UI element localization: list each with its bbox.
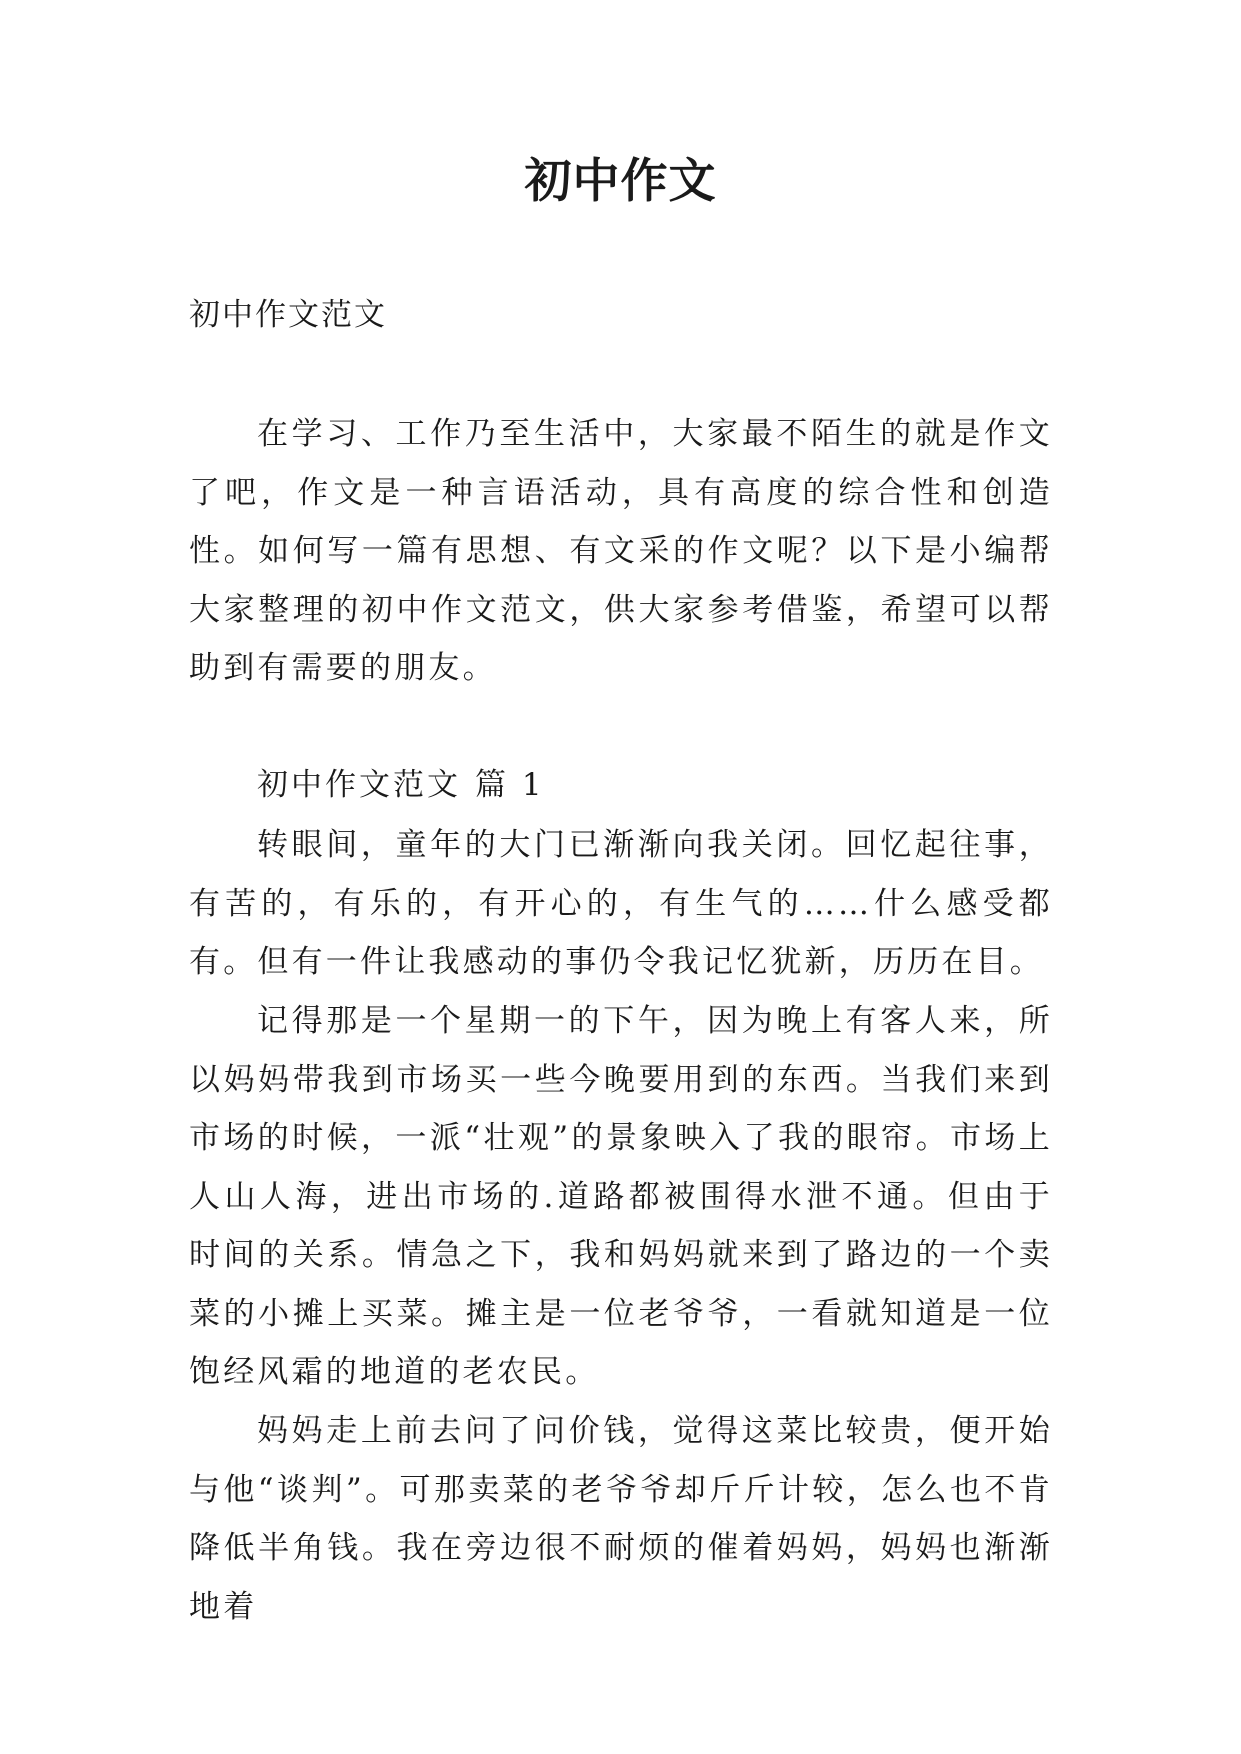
essay-paragraph-1: 转眼间，童年的大门已渐渐向我关闭。回忆起往事，有苦的，有乐的，有开心的，有生气的……什么感受都有。但有一件让我感动的事仍令我记忆犹新，历历在目。 [189, 827, 1053, 980]
essay-paragraph-2: 记得那是一个星期一的下午，因为晚上有客人来，所以妈妈带我到市场买一些今晚要用到的东西。当我们来到市场的时候，一派“壮观”的景象映入了我的眼帘。市场上人山人海，进出市场的.道路都被围得水泄不通。但由于时间的关系。情急之下，我和妈妈就来到了路边的一个卖菜的小摊上买菜。摊主是一位老爷爷，一看就知道是一位饱经风霜的地道的老农民。 [189, 1003, 1053, 1390]
section-heading-text: 初中作文范文 [257, 767, 461, 803]
intro-paragraph: 在学习、工作乃至生活中，大家最不陌生的就是作文了吧，作文是一种言语活动，具有高度的综合性和创造性。如何写一篇有思想、有文采的作文呢？以下是小编帮大家整理的初中作文范文，供大家参考借鉴，希望可以帮助到有需要的朋友。 [189, 416, 1053, 686]
essay-paragraph-3: 妈妈走上前去问了问价钱，觉得这菜比较贵，便开始与他“谈判”。可那卖菜的老爷爷却斤斤计较，怎么也不肯降低半角钱。我在旁边很不耐烦的催着妈妈，妈妈也渐渐地着 [189, 1413, 1053, 1625]
document-subtitle: 初中作文范文 [189, 297, 387, 333]
section-number-label: 篇 1 [475, 767, 545, 803]
section-heading [257, 756, 545, 815]
document-title: 初中作文 [524, 154, 717, 209]
